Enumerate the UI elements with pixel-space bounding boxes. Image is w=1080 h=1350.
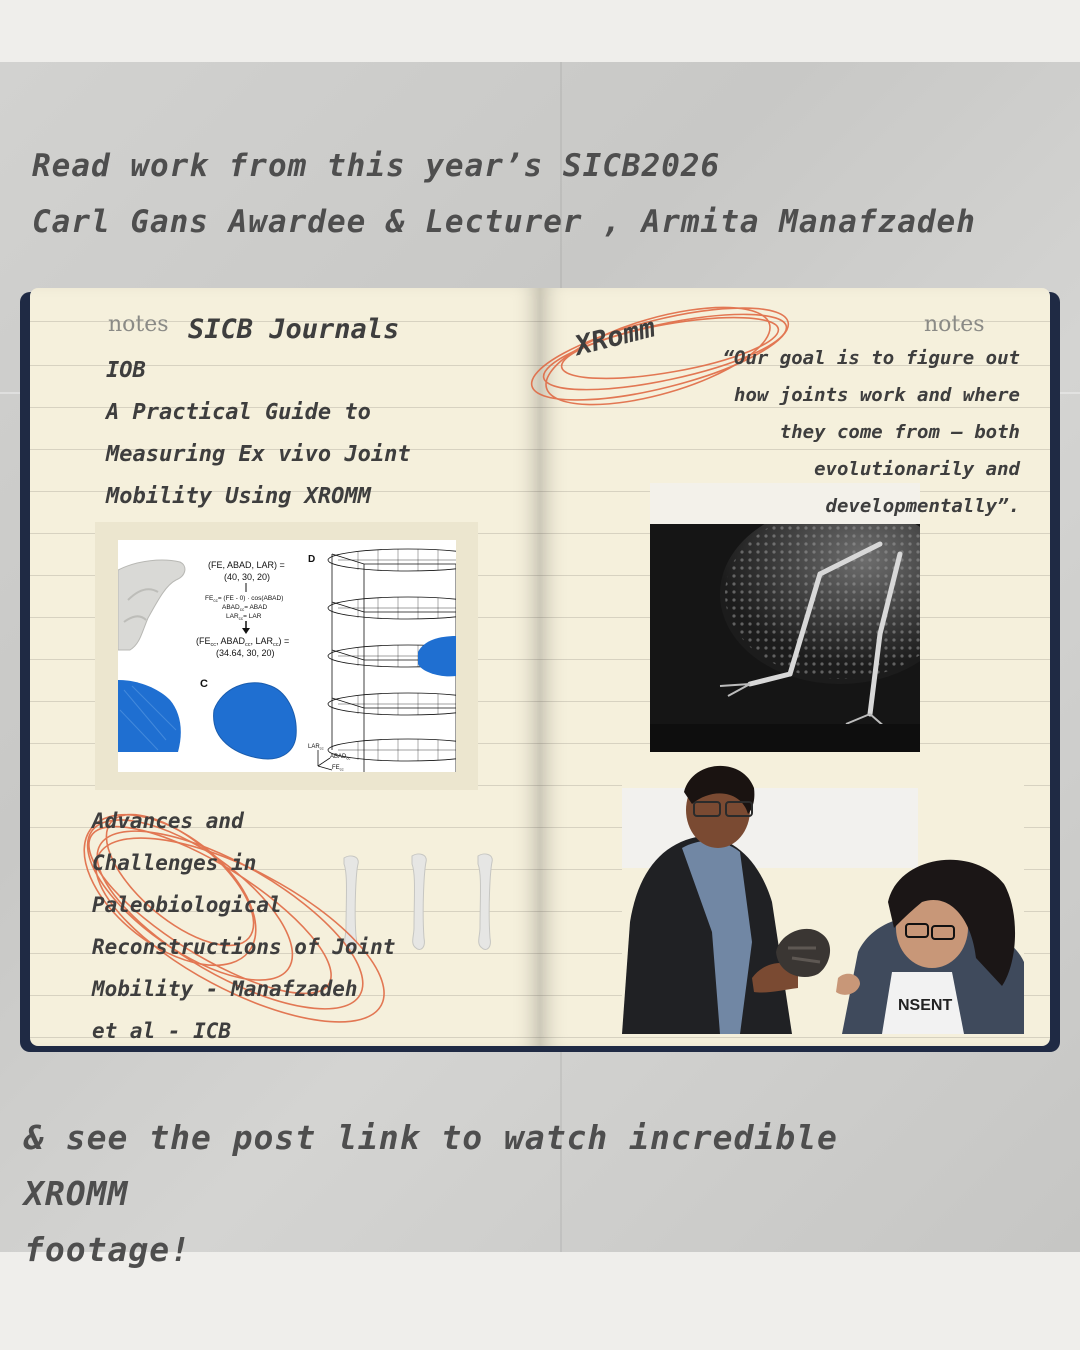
- blue-mesh-c: [214, 683, 297, 759]
- right-notes-label: notes: [924, 312, 985, 337]
- axis-label-lar: $LAR_{cc}$: [308, 744, 324, 751]
- axis-label-abad: $ABAD_{cc}$: [330, 754, 351, 761]
- paper1-title-line: Mobility Using XROMM: [106, 484, 371, 509]
- equation-line: (34.64, 30, 20): [216, 648, 275, 658]
- researcher-quote: [660, 340, 1020, 525]
- quote-line: evolutionarily and: [814, 458, 1020, 480]
- shirt-text: NSENT: [898, 997, 953, 1014]
- quote-line: developmentally”.: [825, 495, 1020, 517]
- paper2-title-line: Advances and: [92, 809, 244, 833]
- equation-line: $ABAD_{cc}=$ ABAD: [222, 604, 268, 612]
- paper2-title-line: et al - ICB: [92, 1019, 232, 1043]
- paper2-title-line: Reconstructions of Joint: [92, 935, 396, 959]
- figure-illustration: [118, 540, 456, 772]
- paper1-title-line: Measuring Ex vivo Joint: [106, 442, 411, 467]
- xray-bird-image: [650, 524, 920, 774]
- equation-line: (FE, ABAD, LAR) =: [208, 560, 285, 570]
- equation-line: (40, 30, 20): [224, 572, 271, 582]
- equation-line: $FE_{cc}= (FE - 0)$ · cos(ABAD): [205, 595, 284, 603]
- femur-bone: [478, 854, 492, 950]
- paper2-title-line: Mobility - Manafzadeh: [92, 977, 358, 1001]
- bone-render: [118, 560, 185, 650]
- left-notes-label: notes: [108, 312, 169, 337]
- footer-call-to-action: [24, 1110, 924, 1278]
- equation-arrow-head: [242, 628, 250, 634]
- paper1-title-line: A Practical Guide to: [106, 400, 371, 425]
- footer-line-2: footage!: [24, 1230, 191, 1269]
- panel-d-label: D: [308, 554, 316, 565]
- headline-line-1: Read work from this year’s SICB2026: [32, 148, 721, 184]
- headline-line-2: Carl Gans Awardee & Lecturer , Armita Manafzadeh: [32, 204, 976, 240]
- headline: [32, 138, 976, 250]
- xray-illustration: [650, 524, 920, 774]
- blue-mesh-d: [418, 636, 456, 676]
- axis-label-fe: $FE_{cc}$: [332, 765, 344, 772]
- blue-point-cloud: [118, 680, 181, 752]
- xromm-circled-word: XRomm: [572, 312, 659, 363]
- axis-triad: [318, 750, 332, 770]
- panel-c-label: C: [200, 678, 208, 690]
- paper1-reference: [106, 350, 411, 518]
- footer-line-1: & see the post link to watch incredible XROMM: [24, 1118, 838, 1213]
- paper2-title-line: Paleobiological: [92, 893, 282, 917]
- equation-line: $LAR_{cc}=$ LAR: [226, 613, 262, 621]
- equation-line: ($FE_{cc}$, $ABAD_{cc}$, $LAR_{cc}$) =: [196, 636, 290, 648]
- researchers-illustration: [622, 752, 1024, 1034]
- quote-line: “Our goal is to figure out: [722, 347, 1020, 369]
- journal-name: IOB: [106, 358, 146, 383]
- quote-line: how joints work and where: [734, 384, 1020, 406]
- paper2-reference: [92, 800, 452, 1052]
- researchers-photo: [622, 752, 1024, 1034]
- quote-line: they come from — both: [779, 421, 1020, 443]
- journals-title: SICB Journals: [188, 314, 400, 345]
- paper2-title-line: Challenges in: [92, 851, 257, 875]
- joint-mobility-figure: [118, 540, 456, 772]
